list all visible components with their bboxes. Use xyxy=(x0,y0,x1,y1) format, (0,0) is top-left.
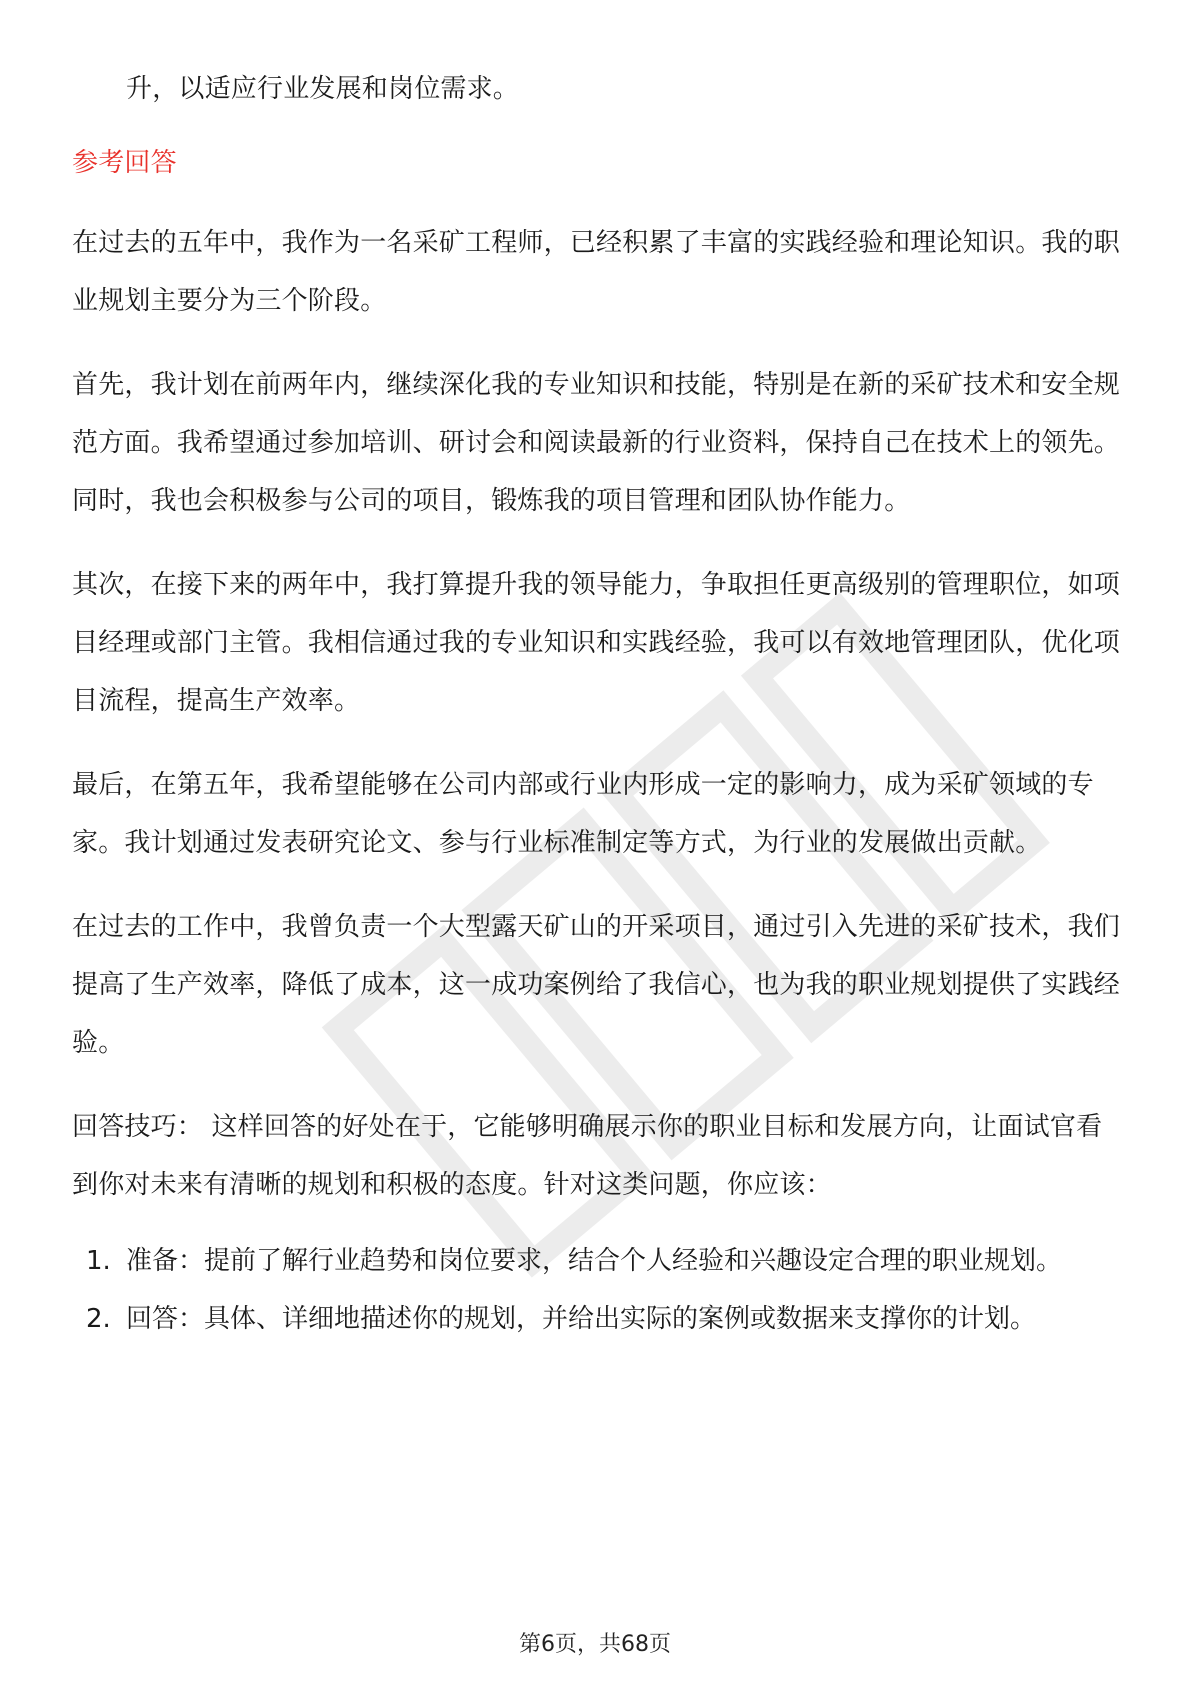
tips-list xyxy=(72,1232,1122,1348)
list-number: 2. xyxy=(86,1304,111,1334)
paragraph: 在过去的工作中，我曾负责一个大型露天矿山的开采项目，通过引入先进的采矿技术，我们提高了生产效率，降低了成本，这一成功案例给了我信心，也为我的职业规划提供了实践经验。 xyxy=(72,912,1121,1058)
paragraph: 最后，在第五年，我希望能够在公司内部或行业内形成一定的影响力，成为采矿领域的专家。我计划通过发表研究论文、参与行业标准制定等方式，为行业的发展做出贡献。 xyxy=(72,770,1094,858)
list-text: 准备：提前了解行业趋势和岗位要求，结合个人经验和兴趣设定合理的职业规划。 xyxy=(126,1246,1063,1276)
list-text: 回答：具体、详细地描述你的规划，并给出实际的案例或数据来支撑你的计划。 xyxy=(126,1304,1037,1334)
paragraph: 其次，在接下来的两年中，我打算提升我的领导能力，争取担任更高级别的管理职位，如项目经理或部门主管。我相信通过我的专业知识和实践经验，我可以有效地管理团队，优化项目流程，提高生产效率。 xyxy=(72,570,1121,716)
list-item xyxy=(72,1290,1122,1348)
answer-tips: 回答技巧： 这样回答的好处在于，它能够明确展示你的职业目标和发展方向，让面试官看到你对未来有清晰的规划和积极的态度。针对这类问题，你应该： xyxy=(72,1112,1103,1200)
paragraph: 首先，我计划在前两年内，继续深化我的专业知识和技能，特别是在新的采矿技术和安全规范方面。我希望通过参加培训、研讨会和阅读最新的行业资料，保持自己在技术上的领先。同时，我也会积极参与公司的项目，锻炼我的项目管理和团队协作能力。 xyxy=(72,370,1121,516)
list-number: 1. xyxy=(86,1246,111,1276)
page-footer: 第6页，共68页 xyxy=(519,1632,671,1657)
section-heading: 参考回答 xyxy=(72,148,177,178)
list-item xyxy=(72,1232,1122,1290)
paragraph: 在过去的五年中，我作为一名采矿工程师，已经积累了丰富的实践经验和理论知识。我的职业规划主要分为三个阶段。 xyxy=(72,228,1121,316)
document-page xyxy=(72,60,1122,1348)
continued-line: 升，以适应行业发展和岗位需求。 xyxy=(126,74,520,104)
